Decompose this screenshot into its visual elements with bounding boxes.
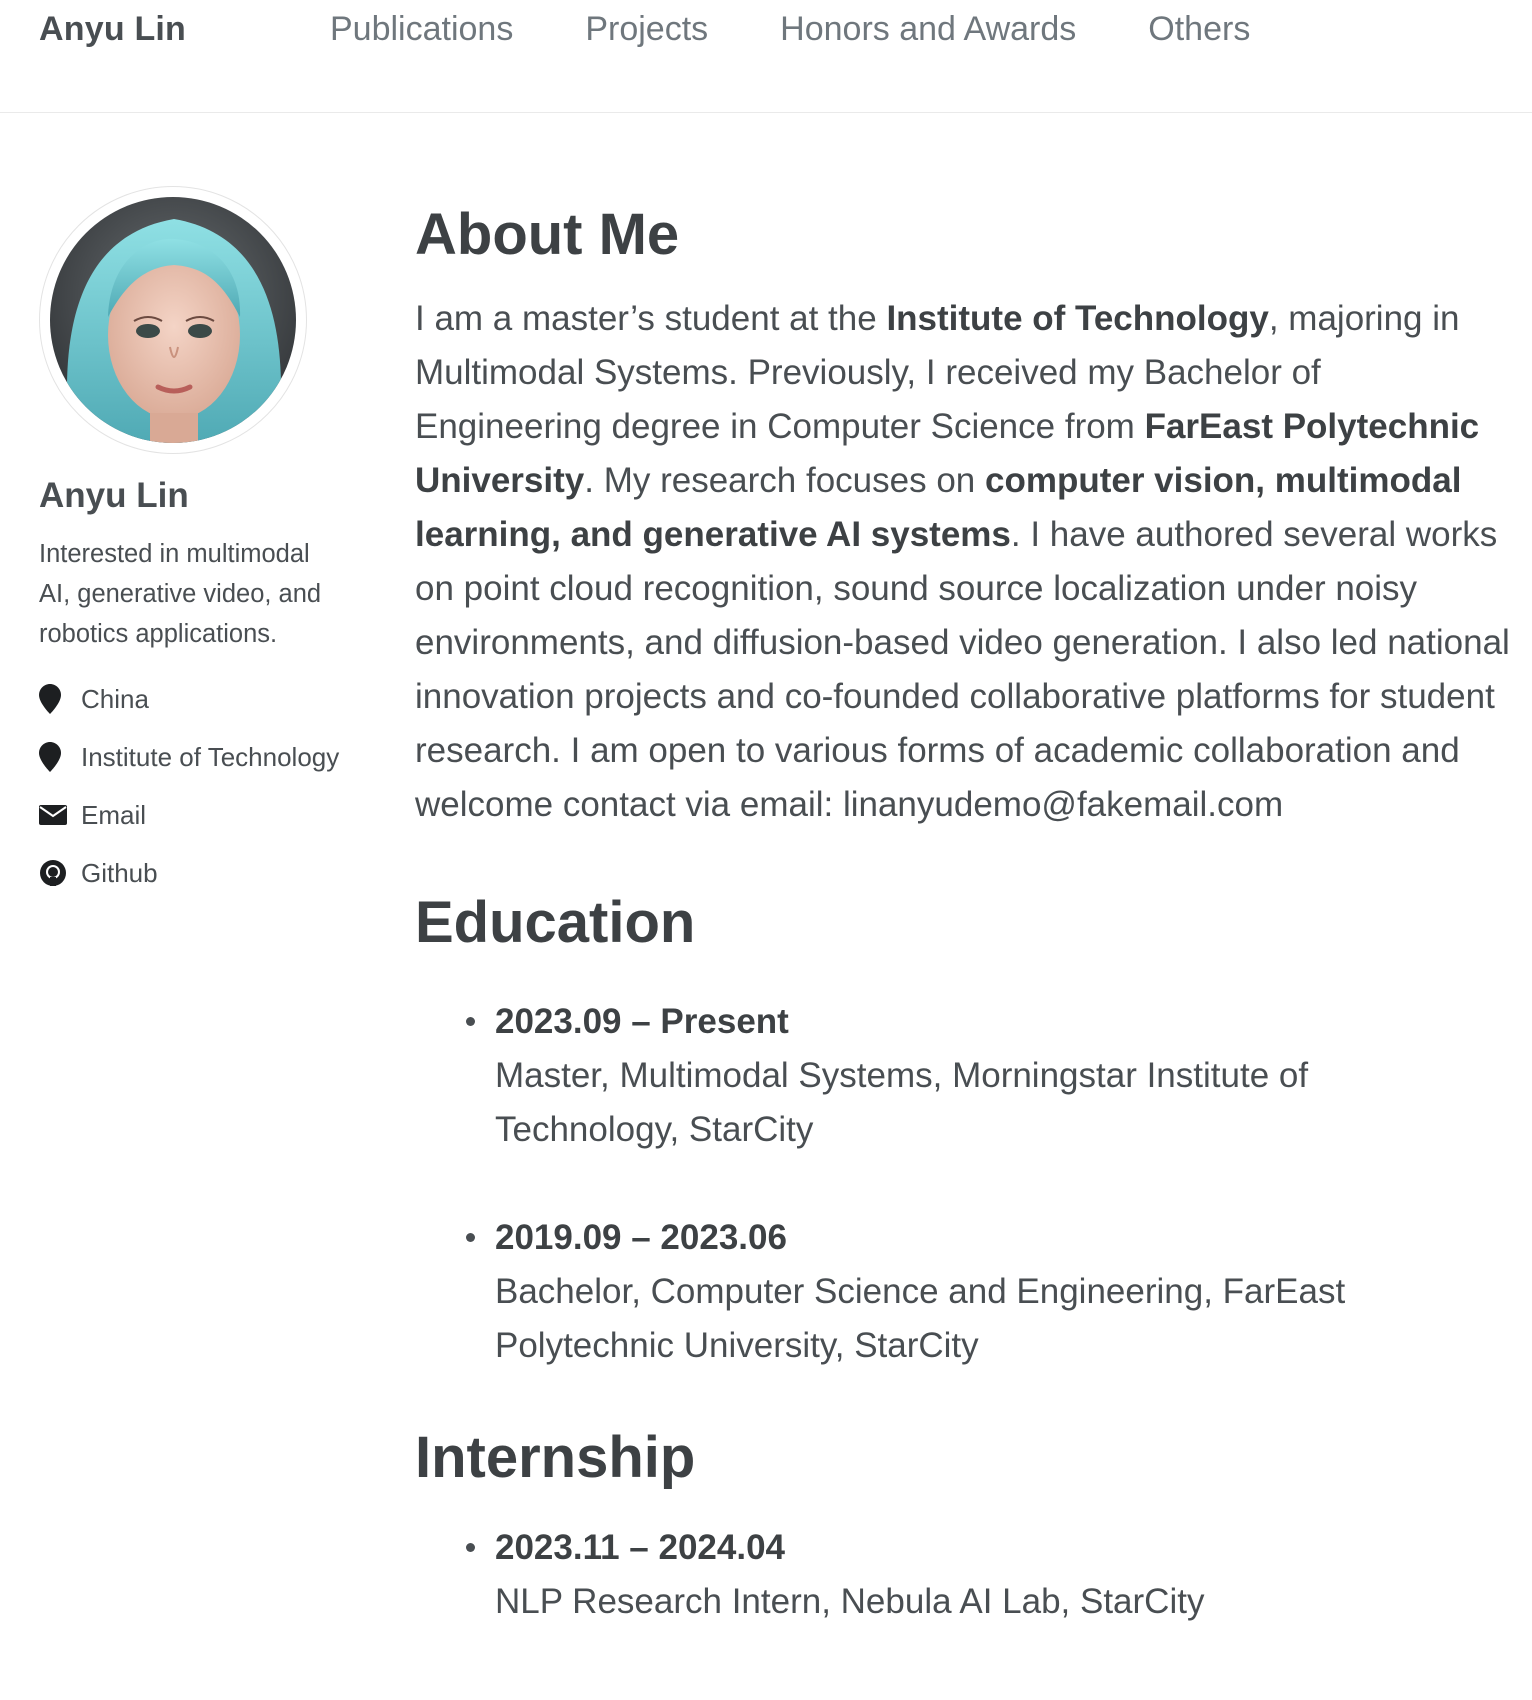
author-github-label: Github — [81, 857, 158, 888]
education-description: Bachelor, Computer Science and Engineering, FarEast Polytechnic University, StarCity — [495, 1272, 1346, 1366]
list-item — [495, 1521, 1515, 1629]
about-text-4: . I have authored several works on point cloud recognition, sound source localization under noisy environments, and diffusion-based video generation. I also led national innovation projects and co-founded collaborative platforms for student research. I am open to various forms of academic collaboration and welcome contact via email: linanyudemo@fakemail.com — [415, 514, 1510, 824]
education-date: 2019.09 – 2023.06 — [495, 1218, 787, 1258]
internship-date: 2023.11 – 2024.04 — [495, 1527, 786, 1567]
author-email-label: Email — [81, 799, 147, 830]
site-title-link[interactable]: Anyu Lin — [39, 10, 187, 48]
education-date: 2023.09 – Present — [495, 1002, 789, 1042]
envelope-icon — [39, 799, 71, 831]
author-sidebar — [39, 186, 369, 912]
author-github-link[interactable] — [39, 854, 369, 892]
main-content — [415, 200, 1515, 1683]
about-title: About Me — [415, 202, 680, 267]
author-email-link[interactable] — [39, 796, 369, 834]
about-bold-university: FarEast Polytechnic University — [415, 406, 1480, 500]
avatar-portrait — [50, 197, 296, 443]
avatar-frame — [39, 186, 307, 454]
about-paragraph — [415, 292, 1515, 832]
about-bold-institute: Institute of Technology — [886, 298, 1269, 338]
author-institution-label: Institute of Technology — [81, 741, 340, 772]
nav-link-others[interactable]: Others — [1148, 10, 1251, 48]
nav-link-honors-and-awards[interactable]: Honors and Awards — [780, 10, 1077, 48]
about-bold-research: computer vision, multimodal learning, and generative AI systems — [415, 460, 1462, 554]
education-list — [415, 995, 1515, 1373]
author-location-label: China — [81, 683, 149, 714]
nav-links — [330, 10, 1322, 49]
internship-list — [415, 1521, 1515, 1629]
internship-description: NLP Research Intern, Nebula AI Lab, StarCity — [495, 1581, 1205, 1621]
about-text-2: , majoring in Multimodal Systems. Previously, I received my Bachelor of Engineering degree in Computer Science from — [415, 298, 1460, 446]
masthead — [0, 0, 1532, 113]
author-name: Anyu Lin — [39, 476, 189, 515]
github-icon — [39, 857, 71, 889]
nav-link-publications[interactable]: Publications — [330, 10, 514, 48]
map-marker-icon — [39, 741, 71, 773]
author-bio: Interested in multimodal AI, generative video, and robotics applications. — [39, 540, 322, 648]
author-institution-link[interactable] — [39, 738, 369, 776]
internship-title: Internship — [415, 1425, 696, 1491]
about-text-3: . My research focuses on — [584, 460, 985, 500]
education-description: Master, Multimodal Systems, Morningstar Institute of Technology, StarCity — [495, 1056, 1309, 1150]
about-text-1: I am a master’s student at the — [415, 298, 887, 338]
avatar — [50, 197, 296, 443]
author-links — [39, 680, 369, 892]
list-item — [495, 1211, 1515, 1373]
education-title: Education — [415, 889, 696, 955]
nav-link-projects[interactable]: Projects — [585, 10, 709, 48]
list-item — [495, 995, 1515, 1157]
map-marker-icon — [39, 683, 71, 715]
author-location-link[interactable] — [39, 680, 369, 718]
